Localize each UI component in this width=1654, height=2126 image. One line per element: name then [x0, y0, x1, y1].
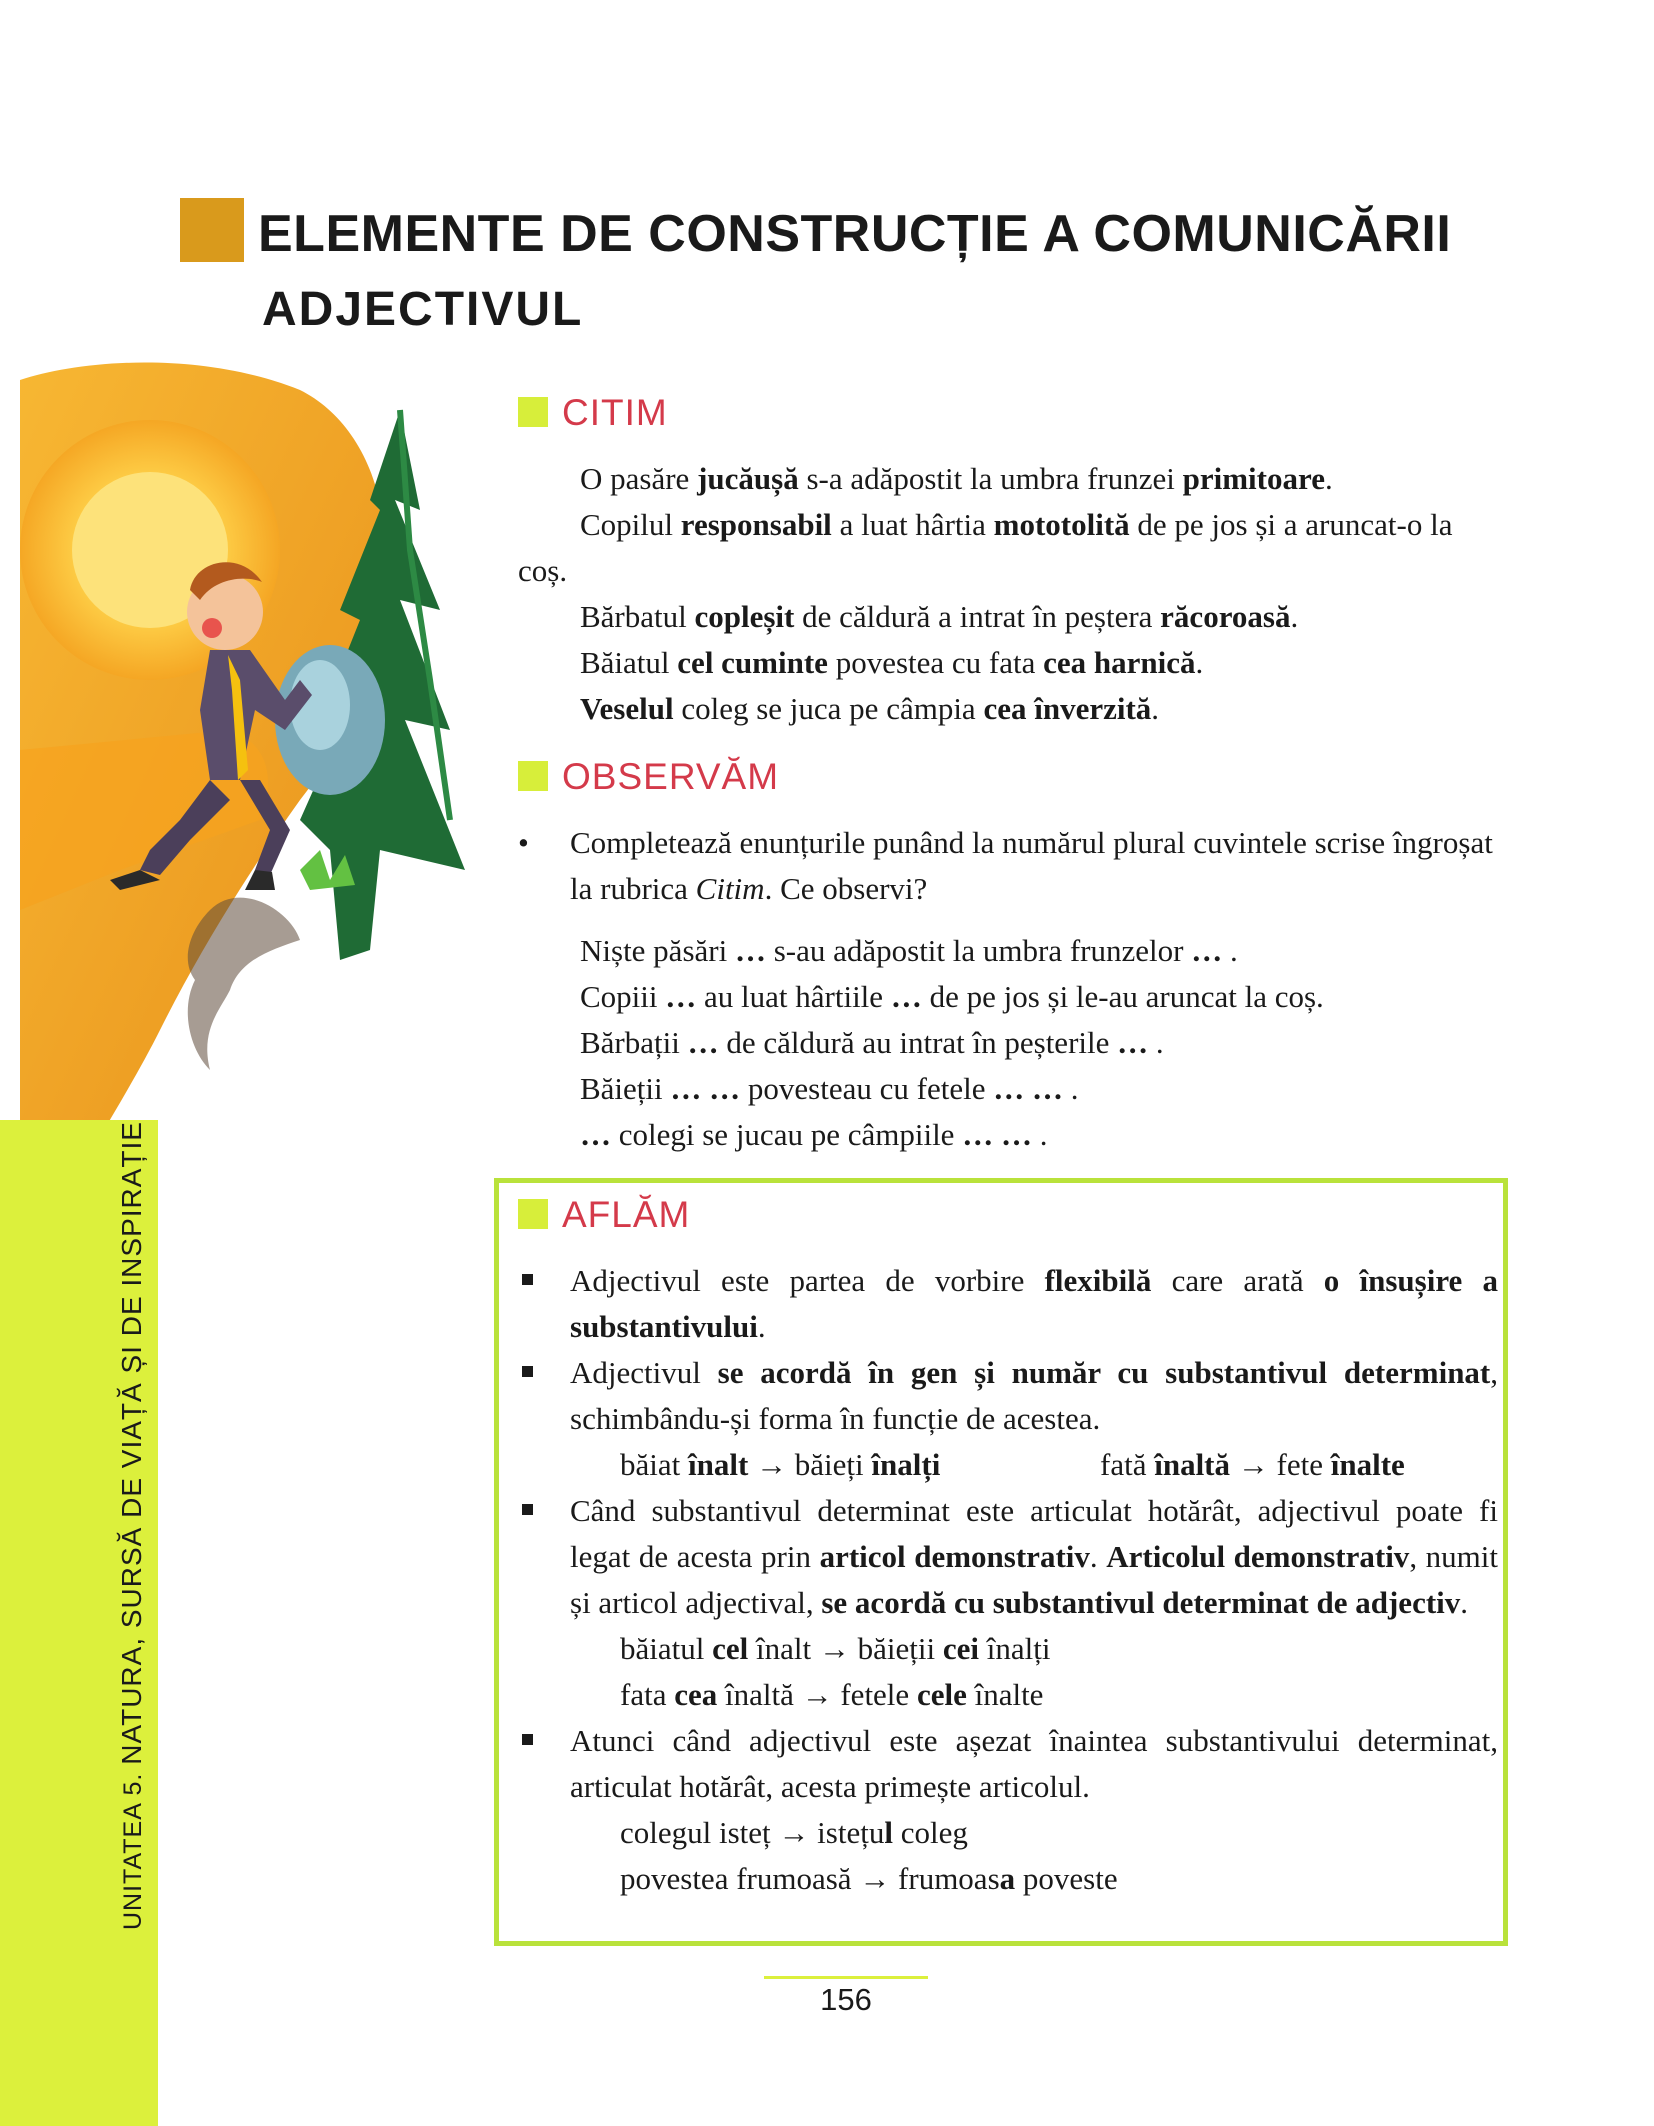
- section-heading-text: CITIM: [562, 392, 668, 433]
- example: fata cea înaltă → fetele cele înalte: [620, 1677, 1044, 1712]
- bullet-square: [522, 1366, 533, 1377]
- fill-in-line: Copiii … au luat hârtiile … de pe jos și le-au aruncat la coș.: [580, 979, 1324, 1014]
- example: băiat înalt → băieți înalți: [620, 1447, 941, 1482]
- fill-in-line: … colegi se jucau pe câmpiile … … .: [580, 1117, 1048, 1152]
- task-bullet: [518, 820, 1498, 912]
- fill-in-line: Bărbații … de căldură au intrat în peșterile … .: [580, 1025, 1164, 1060]
- section-heading-citim: [518, 392, 668, 434]
- bullet-square: [522, 1504, 533, 1515]
- climber-illustration: [0, 350, 500, 1170]
- section-heading-aflam: [518, 1194, 690, 1236]
- section-heading-observam: [518, 756, 779, 798]
- fill-in-line: Niște păsări … s-au adăpostit la umbra frunzelor … .: [580, 933, 1238, 968]
- observam-task: [518, 820, 1498, 912]
- section-heading-text: OBSERVĂM: [562, 756, 780, 797]
- aflam-rules: [518, 1258, 1498, 1902]
- section-marker-square: [518, 1199, 548, 1229]
- section-marker-square: [518, 761, 548, 791]
- citim-sentence: O pasăre jucăușă s-a adăpostit la umbra frunzei primitoare.: [580, 461, 1333, 496]
- section-marker-square: [518, 397, 548, 427]
- rule-text: Atunci când adjectivul este așezat înaintea substantivului determinat, articulat hotărât, acesta primește articolul.: [570, 1723, 1498, 1804]
- rule-item: [518, 1350, 1498, 1442]
- citim-sentence: Veselul coleg se juca pe câmpia cea înverzită.: [580, 691, 1160, 726]
- fill-in-line: Băieții … … povesteau cu fetele … … .: [580, 1071, 1079, 1106]
- example: povestea frumoasă → frumoasa poveste: [620, 1861, 1118, 1896]
- rule-item: [518, 1258, 1498, 1350]
- bullet-square: [522, 1734, 533, 1745]
- rule-text: Când substantivul determinat este articulat hotărât, adjectivul poate fi legat de acesta prin articol demonstrativ. Articolul demonstrativ, numit și articol adjectival, se acordă cu substantivul determinat de adjectiv.: [570, 1493, 1499, 1620]
- citim-sentence: Băiatul cel cuminte povestea cu fata cea harnică.: [580, 645, 1204, 680]
- unit-name: NATURA, SURSĂ DE VIAȚĂ ȘI DE INSPIRAȚIE: [116, 1121, 147, 1765]
- example: colegul isteț → istețul coleg: [620, 1815, 968, 1850]
- page-number-rule: [764, 1976, 928, 1979]
- rule-text: Adjectivul este partea de vorbire flexibilă care arată o însușire a substantivului.: [570, 1263, 1498, 1344]
- rule-example-row: [518, 1626, 1498, 1718]
- observam-lines: [518, 928, 1498, 1158]
- unit-label: [116, 1121, 148, 1930]
- unit-number: UNITATEA 5.: [119, 1772, 147, 1930]
- title-square: [180, 198, 244, 262]
- rule-item: [518, 1718, 1498, 1810]
- bullet-square: [522, 1274, 533, 1285]
- section-heading-text: AFLĂM: [562, 1194, 691, 1235]
- rule-example-row: [518, 1810, 1498, 1902]
- citim-text: [518, 456, 1498, 732]
- citim-sentence: Bărbatul copleșit de căldură a intrat în peștera răcoroasă.: [580, 599, 1299, 634]
- bullet-dot: •: [518, 825, 529, 860]
- lesson-title: ADJECTIVUL: [262, 283, 584, 336]
- page-number: 156: [820, 1982, 872, 2017]
- example: băiatul cel înalt → băieții cei înalți: [620, 1631, 1051, 1666]
- shadow-shape: [188, 898, 300, 1070]
- rule-example-row: [518, 1442, 1498, 1488]
- rule-text: Adjectivul se acordă în gen și număr cu substantivul determinat, schimbându-și forma în funcție de acestea.: [570, 1355, 1499, 1436]
- citim-sentence: Copilul responsabil a luat hârtia mototolită de pe jos și a aruncat-o la coș.: [518, 507, 1453, 588]
- task-text: Completează enunțurile punând la numărul plural cuvintele scrise îngroșat la rubrica Citim. Ce observi?: [570, 825, 1493, 906]
- rule-item: [518, 1488, 1498, 1626]
- chapter-title: ELEMENTE DE CONSTRUCȚIE A COMUNICĂRII: [258, 205, 1452, 263]
- example: fată înaltă → fete înalte: [1100, 1447, 1405, 1482]
